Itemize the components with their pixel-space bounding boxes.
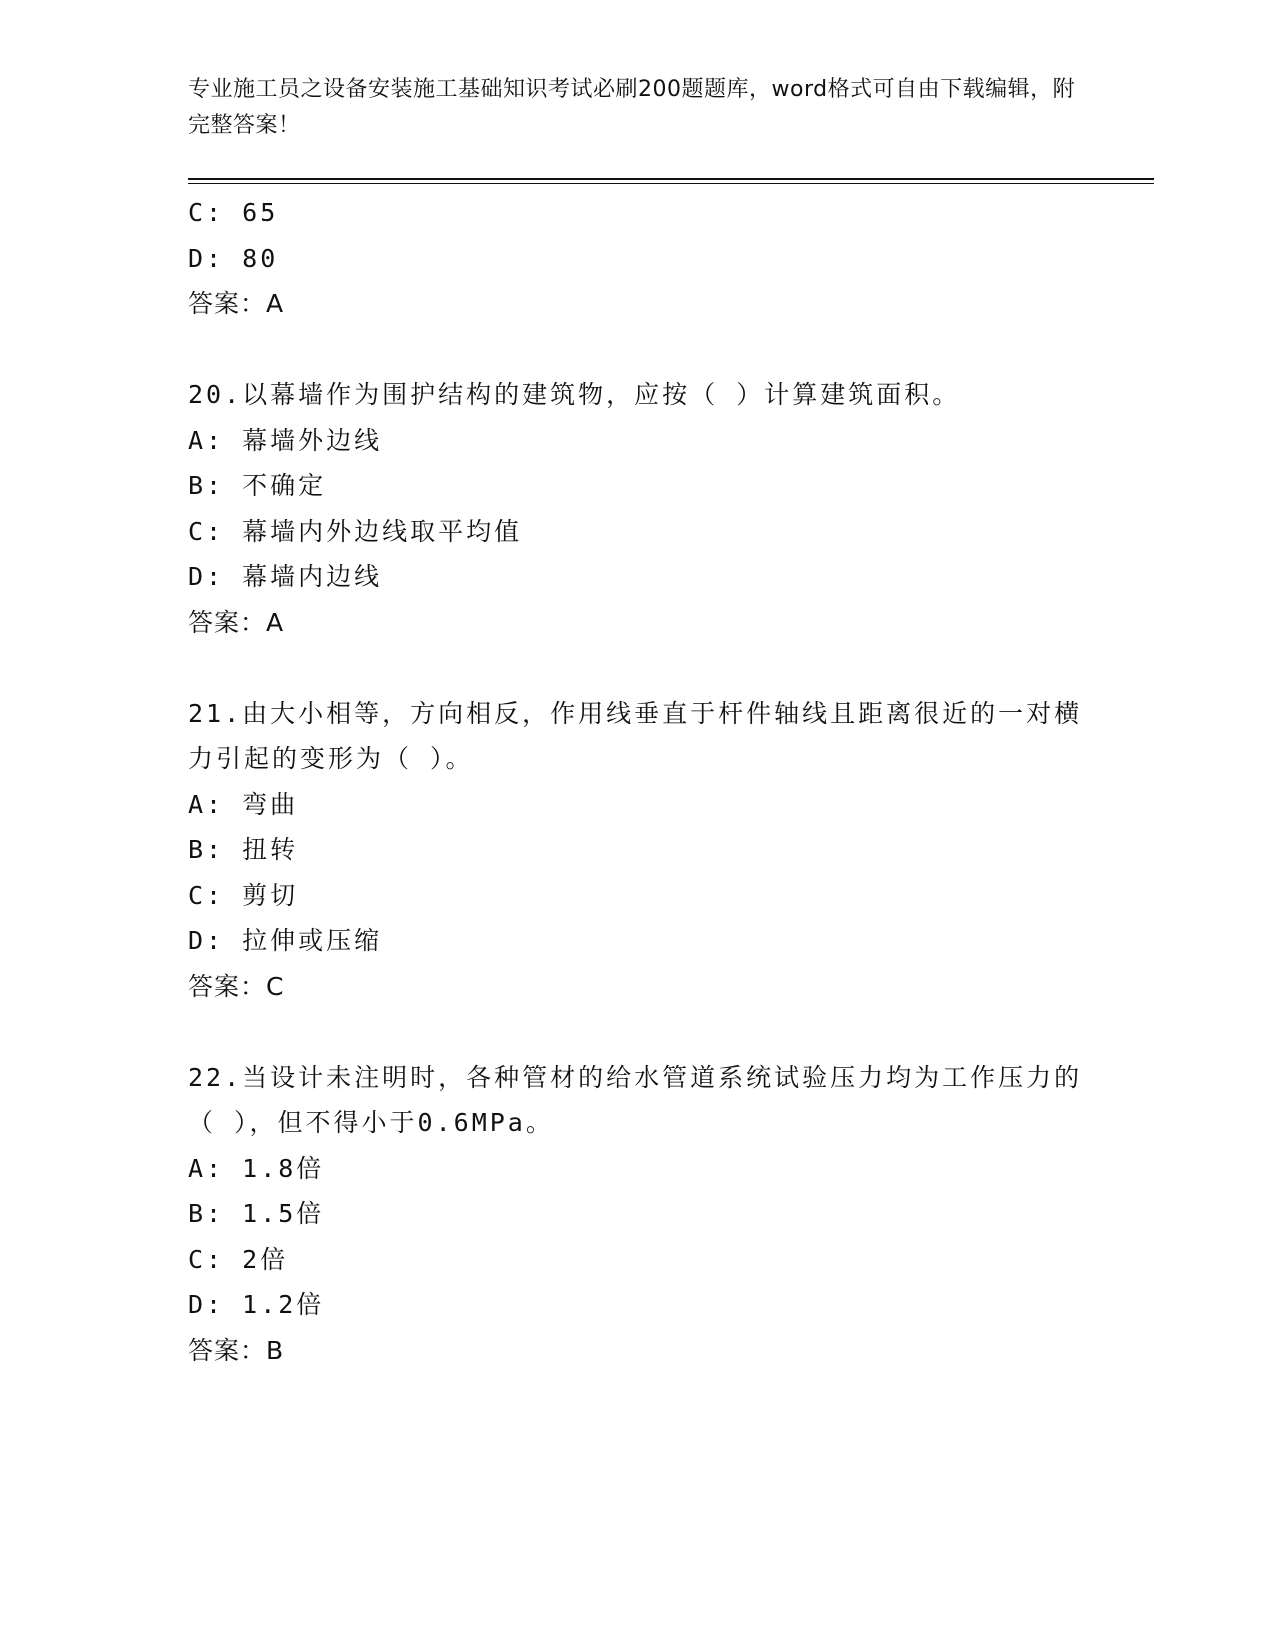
answer-line: 答案：A bbox=[188, 289, 285, 318]
answer-line: 答案：B bbox=[188, 1335, 285, 1365]
answer-line: 答案：C bbox=[188, 971, 285, 1001]
question-text: 20.以幕墙作为围护结构的建筑物，应按（ ）计算建筑面积。 bbox=[188, 380, 961, 409]
question-21 bbox=[188, 691, 1088, 1010]
question-text: 21.由大小相等，方向相反，作用线垂直于杆件轴线且距离很近的一对横力引起的变形为（ ）。 bbox=[188, 698, 1083, 773]
document-title: 专业施工员之设备安装施工基础知识考试必刷200题题库，word格式可自由下载编辑，附完整答案！ bbox=[188, 77, 1076, 138]
page-header bbox=[188, 72, 1088, 144]
continued-question bbox=[188, 190, 1088, 327]
option-d: D: 拉伸或压缩 bbox=[188, 926, 383, 955]
spacer bbox=[188, 327, 1088, 373]
question-text: 22.当设计未注明时，各种管材的给水管道系统试验压力均为工作压力的（ ），但不得小于0.6MPa。 bbox=[188, 1062, 1083, 1137]
option-c: C: 幕墙内外边线取平均值 bbox=[188, 516, 523, 546]
header-divider bbox=[188, 178, 1154, 180]
option-a: A: 幕墙外边线 bbox=[188, 425, 383, 455]
option-b: B: 1.5倍 bbox=[188, 1199, 325, 1228]
option-b: B: 不确定 bbox=[188, 471, 327, 500]
spacer bbox=[188, 1009, 1088, 1055]
document-body bbox=[188, 190, 1088, 1373]
question-22 bbox=[188, 1055, 1088, 1374]
question-20 bbox=[188, 372, 1088, 645]
option-d: D: 幕墙内边线 bbox=[188, 562, 383, 591]
option-c: C: 剪切 bbox=[188, 880, 299, 910]
option-b: B: 扭转 bbox=[188, 835, 299, 864]
option-d: D: 1.2倍 bbox=[188, 1290, 325, 1319]
spacer bbox=[188, 645, 1088, 691]
answer-line: 答案：A bbox=[188, 607, 285, 637]
option-a: A: 1.8倍 bbox=[188, 1153, 325, 1183]
option-a: A: 弯曲 bbox=[188, 789, 299, 819]
option-c: C: 65 bbox=[188, 198, 279, 227]
option-c: C: 2倍 bbox=[188, 1244, 289, 1274]
option-d: D: 80 bbox=[188, 243, 279, 273]
